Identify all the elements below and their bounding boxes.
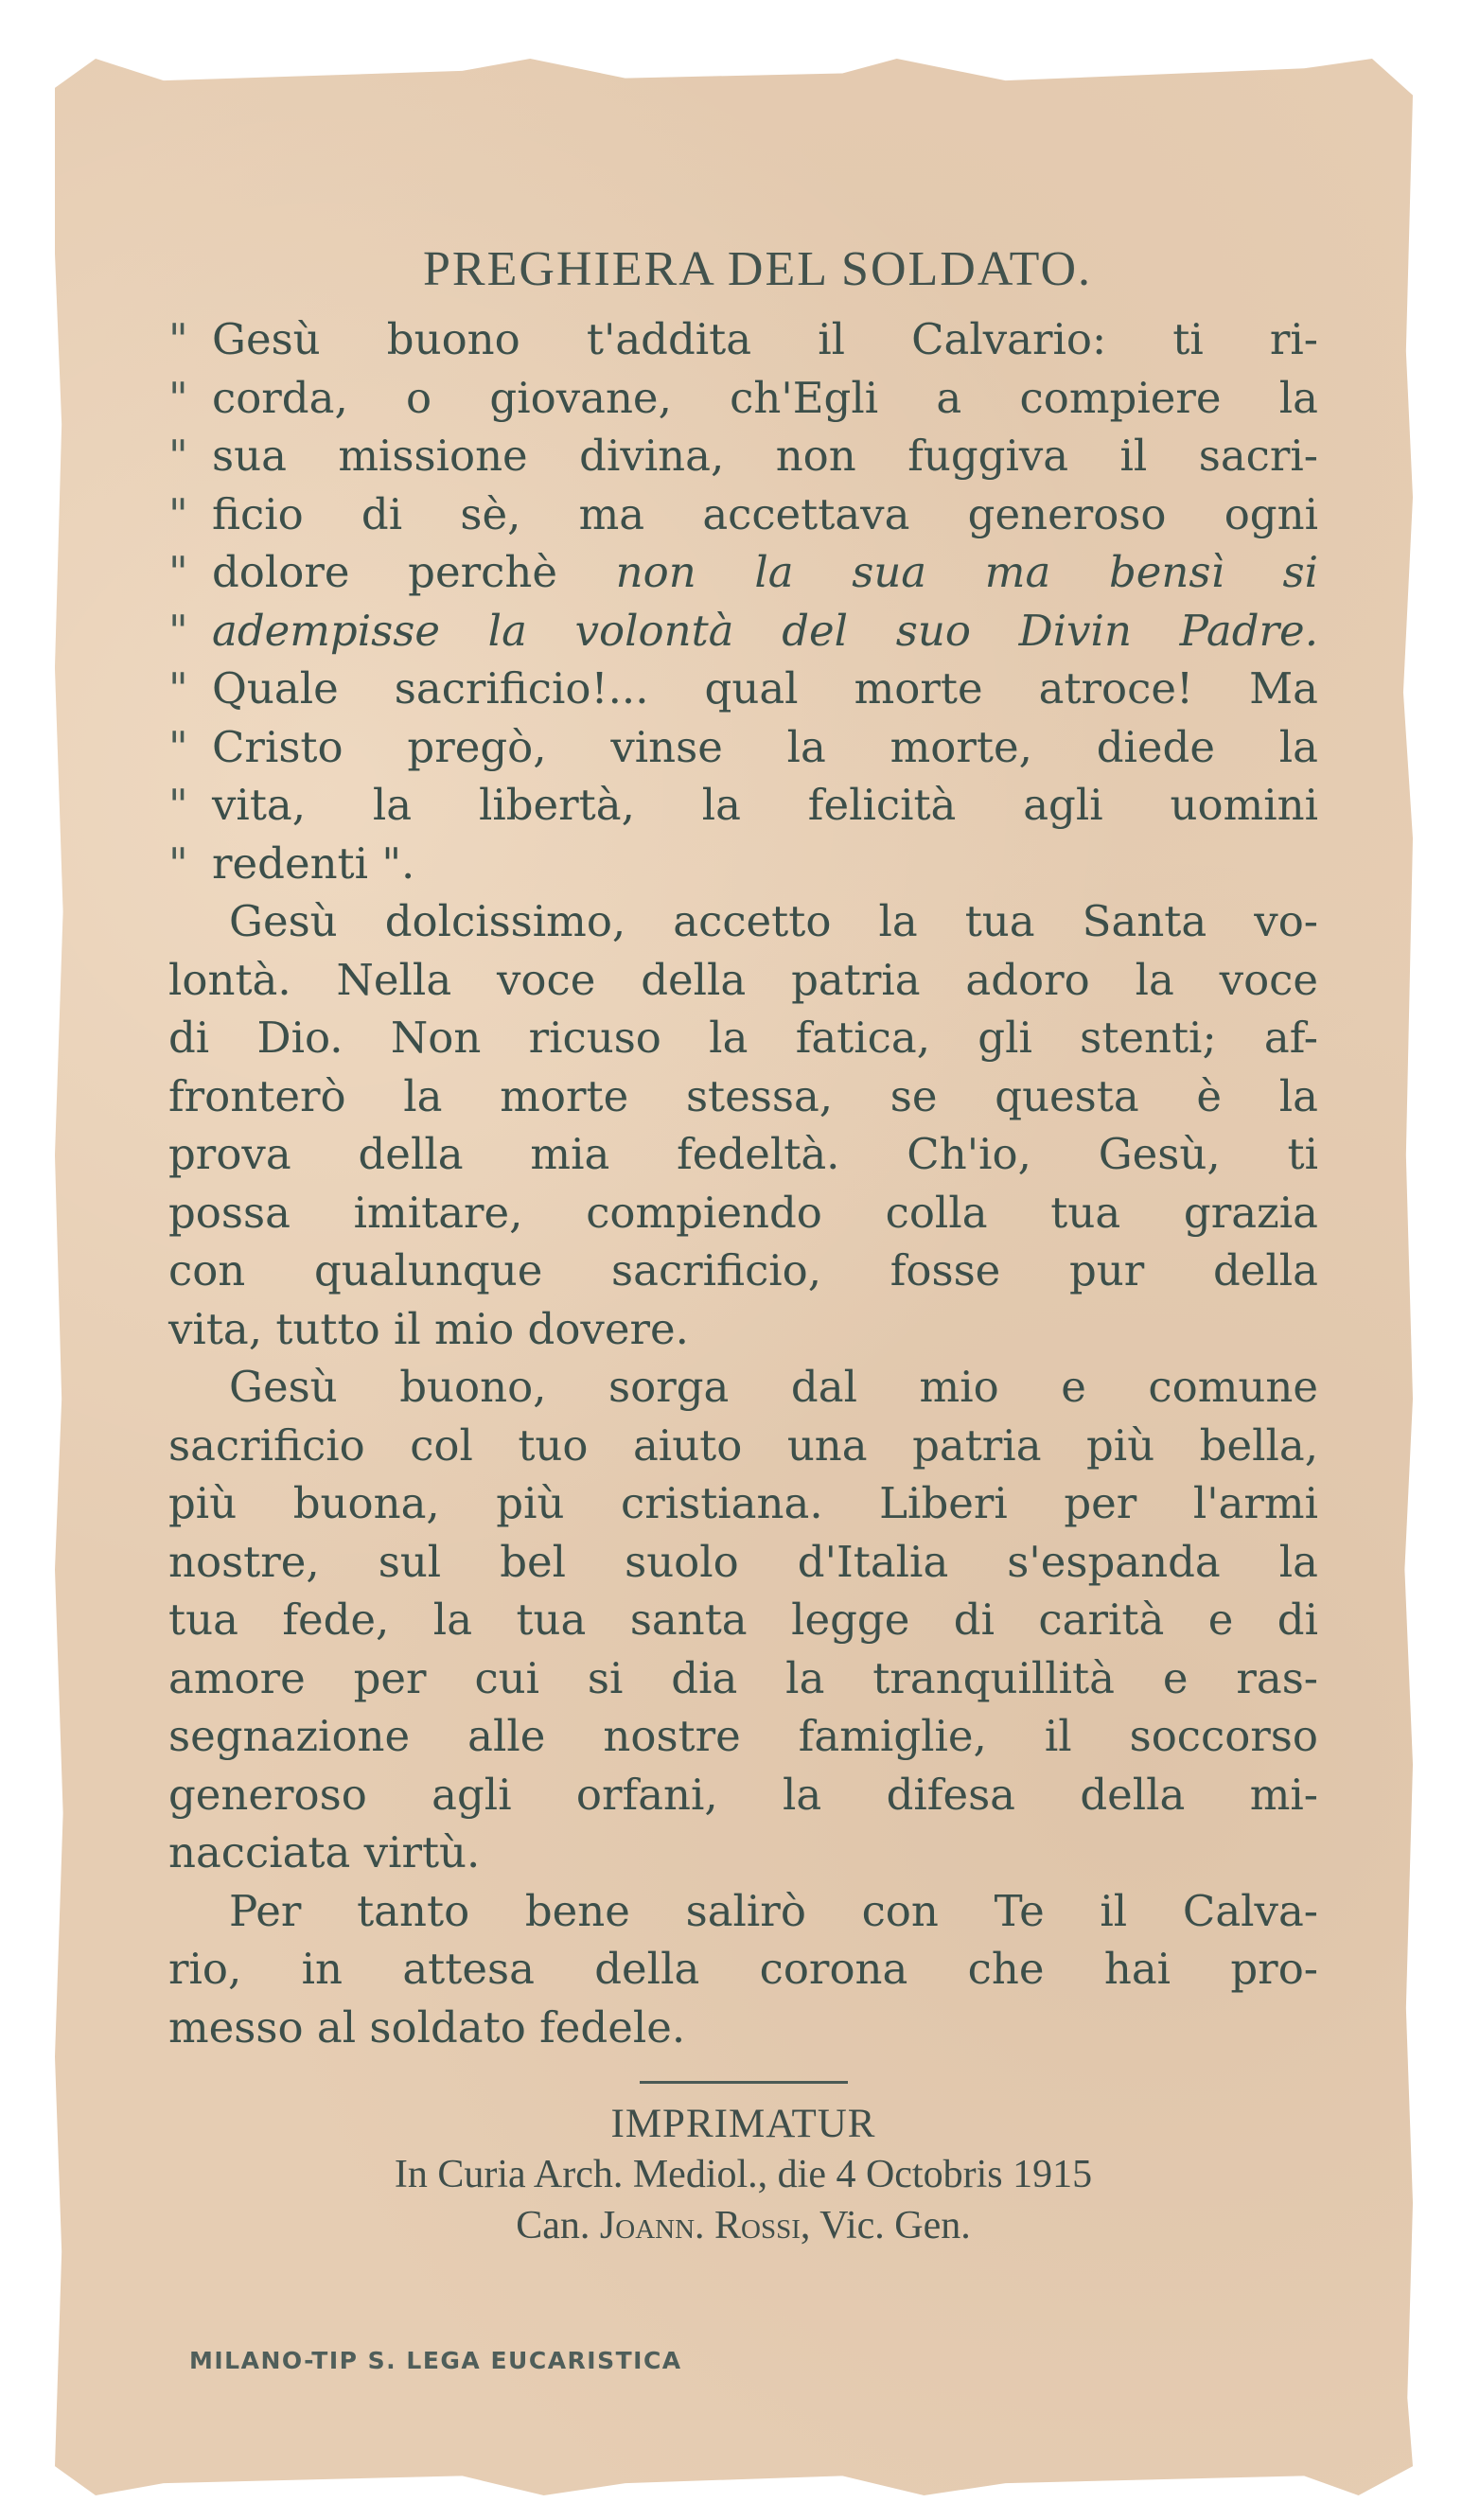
text-line: Per tanto bene salirò con Te il Calva-	[229, 1885, 1318, 1936]
text-line: Gesù dolcissimo, accetto la tua Santa vo-	[229, 896, 1318, 946]
text-line: vita, tutto il mio dovere.	[168, 1303, 689, 1354]
text-line: generoso agli orfani, la difesa della mi-	[168, 1769, 1318, 1820]
paragraph-3	[168, 1358, 1318, 1882]
quote-line: " sua missione divina, non fuggiva il sacri-	[168, 431, 1318, 481]
quote-paragraph	[168, 310, 1318, 892]
quote-line: " Quale sacrificio!... qual morte atroce! Ma	[168, 663, 1318, 714]
text-line: nostre, sul bel suolo d'Italia s'espanda la	[168, 1536, 1318, 1587]
paragraph-4	[168, 1882, 1318, 2057]
text-line: nacciata virtù.	[168, 1827, 481, 1877]
quote-line: " redenti ".	[168, 837, 415, 889]
text-line: Gesù buono, sorga dal mio e comune	[229, 1362, 1318, 1412]
text-line: con qualunque sacrificio, fosse pur della	[168, 1245, 1318, 1295]
quote-line: " adempisse la volontà del suo Divin Padre.	[168, 605, 1318, 656]
quote-line: " Gesù buono t'addita il Calvario: ti ri-	[168, 314, 1318, 364]
imprimatur-date: In Curia Arch. Mediol., die 4 Octobris 1915	[394, 2153, 1093, 2196]
printer-imprint: MILANO-TIP S. LEGA EUCARISTICA	[189, 2347, 682, 2374]
prayer-title: PREGHIERA DEL SOLDATO.	[422, 242, 1093, 296]
quote-line: " dolore perchè non la sua ma bensì si	[168, 547, 1319, 597]
text-line: messo al soldato fedele.	[168, 2001, 686, 2053]
quote-line: " Cristo pregò, vinse la morte, diede la	[168, 721, 1318, 772]
imprimatur-signatory: Can. Joann. Rossi, Vic. Gen.	[516, 2204, 971, 2247]
text-line: fronterò la morte stessa, se questa è la	[168, 1070, 1318, 1121]
quote-line: " vita, la libertà, la felicità agli uomini	[168, 780, 1318, 830]
text-line: rio, in attesa della corona che hai pro-	[168, 1944, 1318, 1994]
text-line: di Dio. Non ricuso la fatica, gli stenti; af-	[168, 1013, 1318, 1063]
quote-line: " ficio di sè, ma accettava generoso ogni	[168, 488, 1318, 539]
text-line: sacrificio col tuo aiuto una patria più bella,	[168, 1419, 1318, 1471]
text-line: amore per cui si dia la tranquillità e ras-	[168, 1652, 1318, 1703]
imprimatur-title: IMPRIMATUR	[610, 2102, 876, 2146]
quote-line: " corda, o giovane, ch'Egli a compiere la	[168, 372, 1318, 423]
text-line: possa imitare, compiendo colla tua grazia	[168, 1187, 1318, 1238]
paragraph-2	[168, 892, 1318, 1358]
text-line: segnazione alle nostre famiglie, il soccorso	[168, 1711, 1318, 1761]
text-line: tua fede, la tua santa legge di carità e di	[168, 1595, 1318, 1645]
divider	[640, 2081, 848, 2084]
text-line: lontà. Nella voce della patria adoro la voce	[168, 954, 1318, 1005]
card-content	[168, 241, 1318, 2251]
text-line: più buona, più cristiana. Liberi per l'armi	[168, 1478, 1318, 1528]
text-line: prova della mia fedeltà. Ch'io, Gesù, ti	[168, 1129, 1318, 1179]
imprimatur-block	[168, 2101, 1318, 2251]
